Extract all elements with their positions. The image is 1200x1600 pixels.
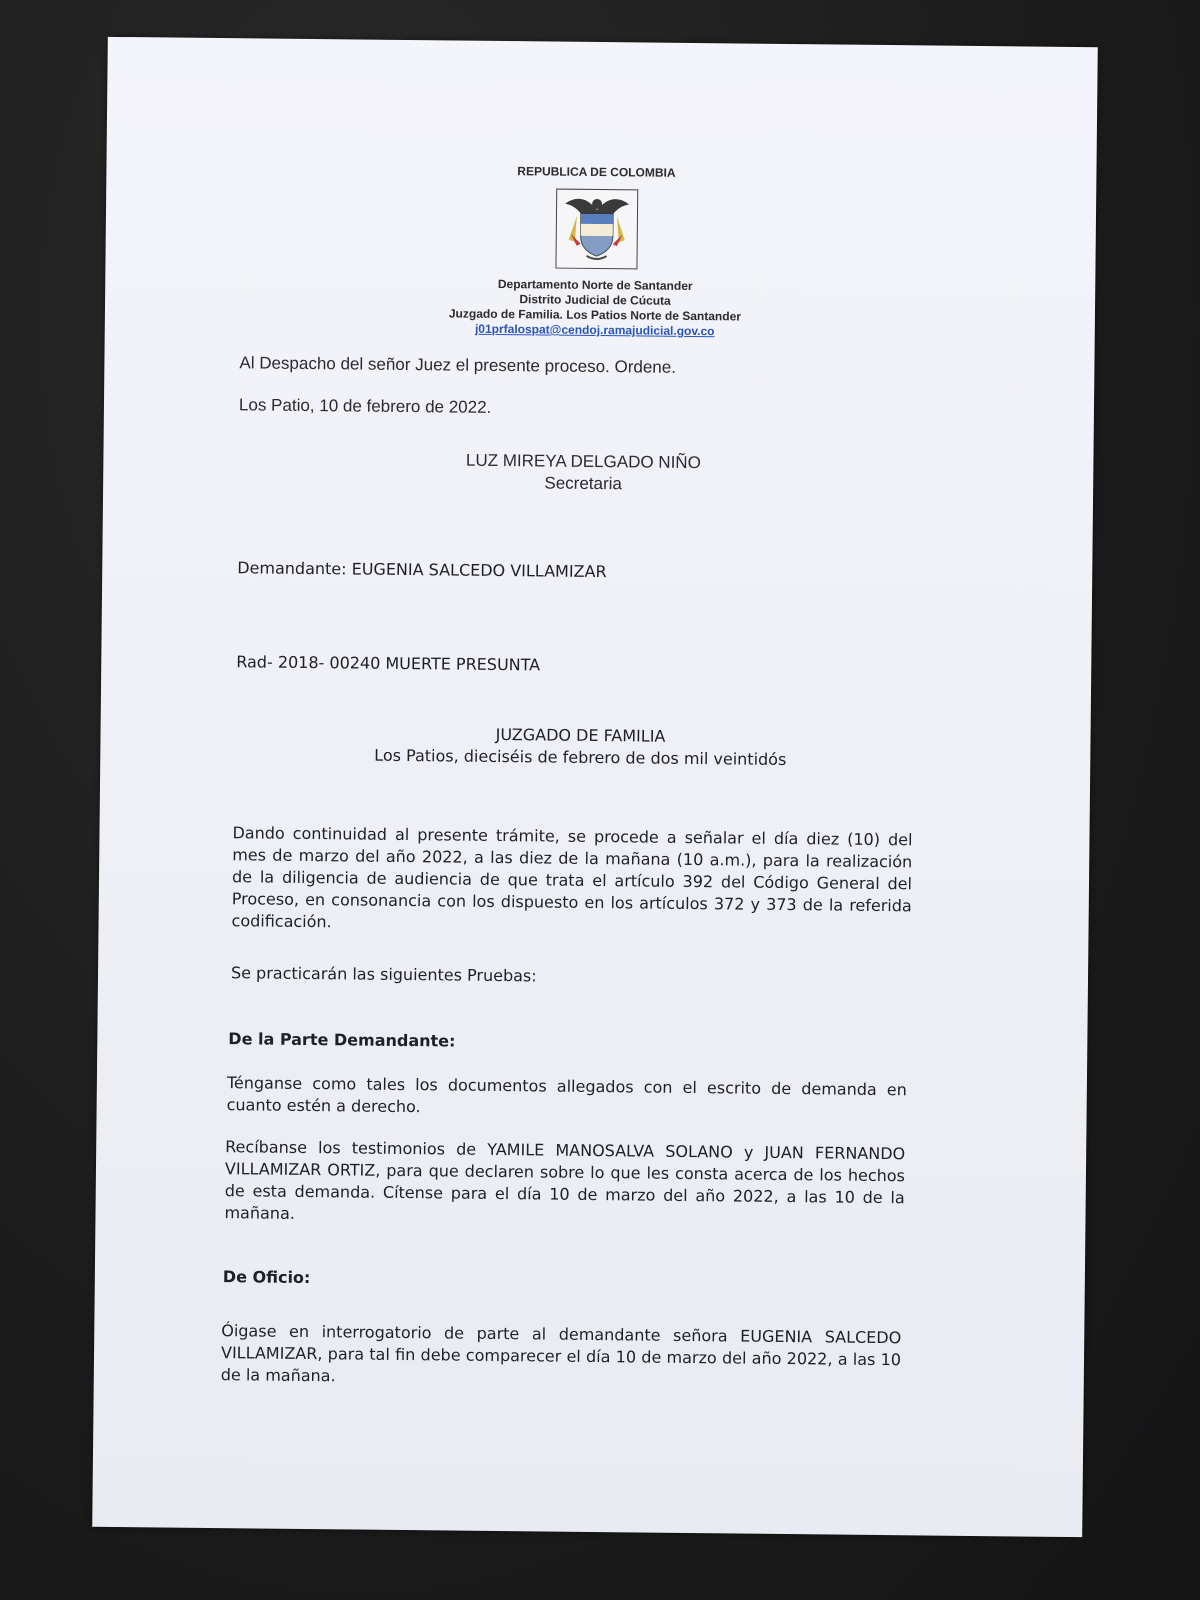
court-line: Juzgado de Familia. Los Patios Norte de Santander [448,306,742,324]
court-email-link[interactable]: j01prfalospat@cendoj.ramajudicial.gov.co [474,321,715,339]
paragraph-pruebas: Se practicarán las siguientes Pruebas: [230,963,537,986]
district-line: Distrito Judicial de Cúcuta [519,292,671,308]
court-date: Los Patios, dieciséis de febrero de dos mil veintidós [374,745,787,770]
signer-name: LUZ MIREYA DELGADO NIÑO [465,450,701,473]
department-line: Departamento Norte de Santander [497,276,693,293]
paragraph-documentos: Ténganse como tales los documentos allegados con el escrito de demanda en cuanto estén a derecho. [226,1073,907,1117]
plaintiff-line: Demandante: EUGENIA SALCEDO VILLAMIZAR [237,558,607,582]
note-date: Los Patio, 10 de febrero de 2022. [238,395,492,417]
country-heading: REPUBLICA DE COLOMBIA [517,164,676,180]
coat-of-arms-logo [555,189,638,270]
court-title: JUZGADO DE FAMILIA [495,724,666,746]
paragraph-audiencia: Dando continuidad al presente trámite, se procede a señalar el día diez (10) del mes de marzo del año 2022, a las diez de la mañana (10 a.m.), para la realización de la diligencia de audiencia de que trata el artículo 392 del Código General del Proceso, en consonancia con los dispuesto en los artículos 372 y 373 de la referida codificación. [231,823,913,932]
heading-de-oficio: De Oficio: [222,1267,311,1288]
heading-parte-demandante: De la Parte Demandante: [228,1029,456,1051]
paragraph-interrogatorio: Óigase en interrogatorio de parte al demandante señora EUGENIA SALCEDO VILLAMIZAR, para tal fin debe comparecer el día 10 de marzo del año 2022, a las 10 de la mañana. [220,1321,902,1386]
signer-role: Secretaria [544,473,623,494]
despacho-note: Al Despacho del señor Juez el presente proceso. Ordene. [239,353,677,377]
radicado-line: Rad- 2018- 00240 MUERTE PRESUNTA [236,652,541,675]
paragraph-testimonios: Recíbanse los testimonios de YAMILE MANOSALVA SOLANO y JUAN FERNANDO VILLAMIZAR ORTIZ, para que declaren sobre lo que les consta acerca de los hechos de esta demanda. Cítense para el día 10 de marzo del año 2022, a las 10 de la mañana. [224,1137,906,1223]
document-page [92,37,1098,1537]
